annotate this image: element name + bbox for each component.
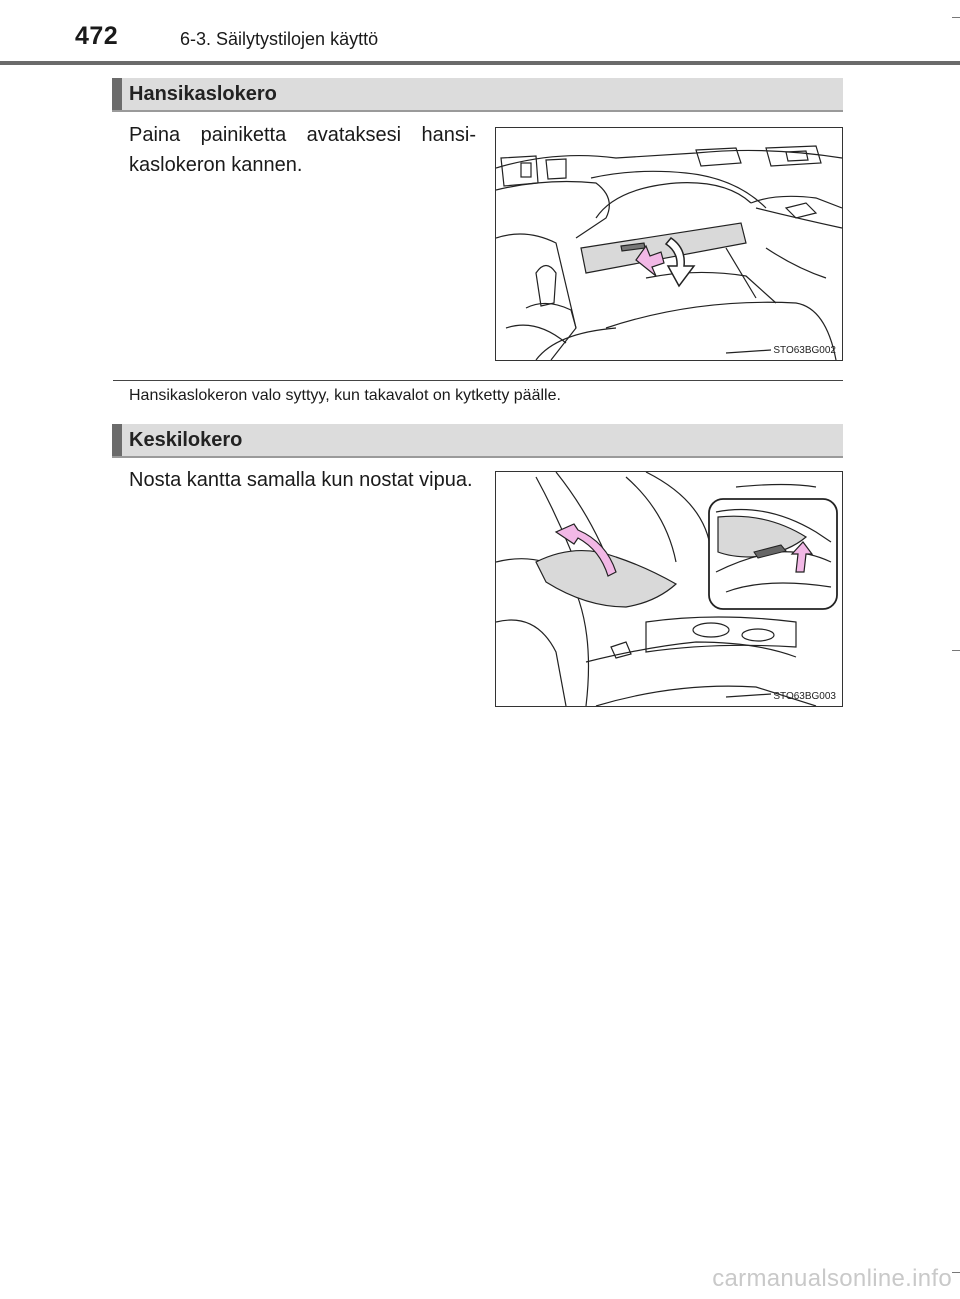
console-box-drawing [496, 472, 842, 706]
section-heading-console-box [112, 424, 843, 458]
section-heading-label: Hansikaslokero [129, 83, 277, 105]
chapter-title: 6-3. Säilytystilojen käyttö [180, 29, 379, 49]
figure-code: STO63BG002 [773, 345, 836, 356]
glovebox-drawing [496, 128, 842, 360]
section-heading-bar [112, 424, 122, 456]
crop-mark [952, 17, 960, 18]
section-heading-label: Keskilokero [129, 429, 243, 451]
note-divider [113, 380, 843, 381]
page-number: 472 [75, 22, 119, 50]
console-box-instruction: Nosta kantta samalla kun nostat vipua. [129, 469, 473, 491]
glovebox-instruction: Paina painiketta avataksesi hansi-kaslokeron kannen. [129, 124, 476, 176]
section-heading-bar [112, 78, 122, 110]
console-box-illustration [495, 471, 843, 707]
figure-code: STO63BG003 [773, 691, 836, 702]
section-heading-glovebox [112, 78, 843, 112]
crop-mark [952, 1272, 960, 1273]
watermark: carmanualsonline.info [712, 1265, 952, 1292]
header-rule [0, 61, 960, 65]
crop-mark [952, 650, 960, 651]
glovebox-illustration [495, 127, 843, 361]
glovebox-light-note: Hansikaslokeron valo syttyy, kun takavalot on kytketty päälle. [129, 387, 561, 404]
